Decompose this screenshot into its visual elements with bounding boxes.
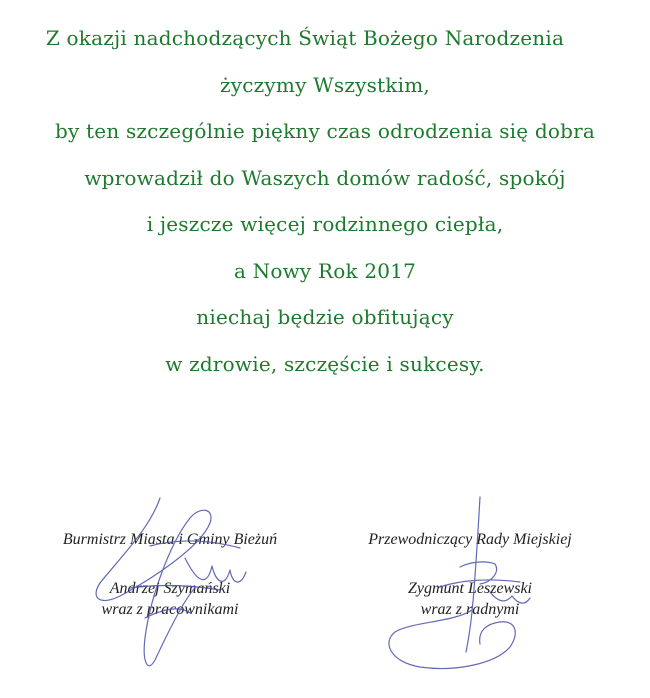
greeting-line: niechaj będzie obfitujący [196, 305, 454, 329]
mayor-note: wraz z pracownikami [101, 601, 239, 618]
greeting-line: a Nowy Rok 2017 [233, 258, 417, 283]
council-chair-name: Zygmunt Leszewski [408, 580, 532, 597]
greeting-line: w zdrowie, szczęście i sukcesy. [165, 351, 485, 376]
greeting-line: by ten szczególnie piękny czas odrodzenia się dobra [55, 119, 595, 143]
greeting-line: życzymy Wszystkim, [220, 72, 430, 97]
greeting-line: Z okazji nadchodzących Świąt Bożego Narodzenia [45, 26, 565, 50]
council-chair-note: wraz z radnymi [420, 601, 520, 618]
council-chair-title: Przewodniczący Rady Miejskiej [368, 531, 572, 548]
greeting-line: i jeszcze więcej rodzinnego ciepła, [146, 212, 504, 236]
council-chair-signature-block [330, 530, 610, 620]
greeting-text [0, 20, 650, 392]
mayor-title: Burmistrz Miasta i Gminy Bieżuń [62, 531, 278, 548]
mayor-name: Andrzej Szymański [109, 580, 231, 597]
mayor-signature-block [30, 530, 310, 620]
greeting-line: wprowadził do Waszych domów radość, spokój [84, 165, 566, 190]
